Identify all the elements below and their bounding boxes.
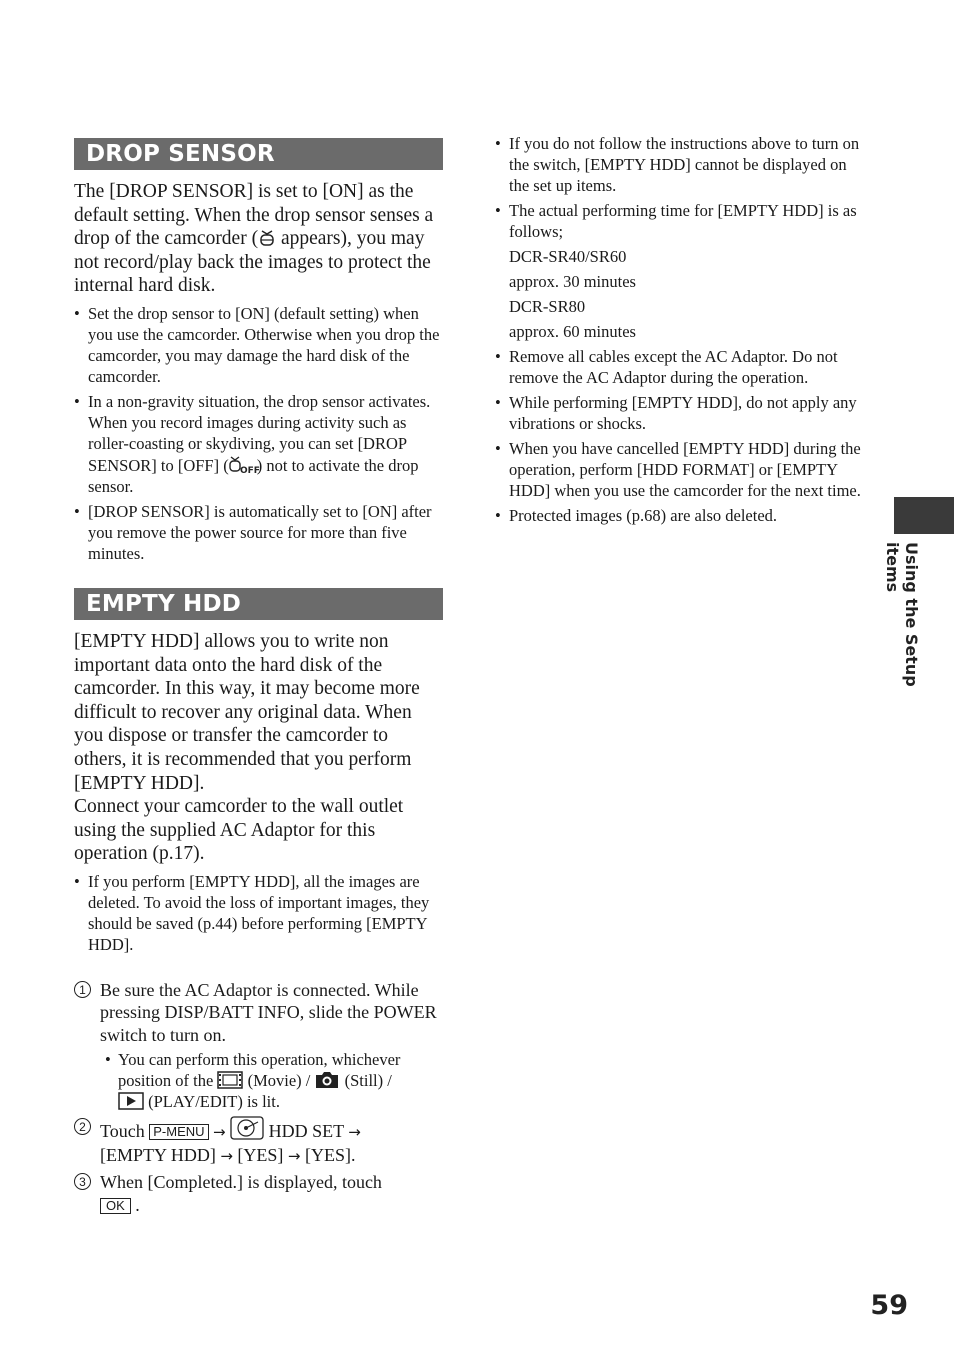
section-side-label: Using the Setup items [883,542,921,687]
hdd-set-icon[interactable] [230,1116,264,1140]
duration: approx. 60 minutes [509,322,636,341]
list-item: • While performing [EMPTY HDD], do not apply any vibrations or shocks. [495,392,865,434]
list-item: • If you do not follow the instructions above to turn on the switch, [EMPTY HDD] cannot be displayed on the set up items. [495,133,865,196]
list-item: • Protected images (p.68) are also deleted. [495,505,865,526]
empty-hdd-intro: [EMPTY HDD] allows you to write non important data onto the hard disk of the camcorder. In this way, it may become more difficult to recover any original data. When you dispose or transfer the camcorder to others, it is recommended that you perform [EMPTY HDD]. Connect your camcorder to the wall outlet using the supplied AC Adaptor for this operation (p.17). [74,630,420,865]
list-item: • If you perform [EMPTY HDD], all the images are deleted. To avoid the loss of important images, they should be saved (p.44) before performing [EMPTY HDD]. [74,871,443,955]
model-name: DCR-SR40/SR60 [509,247,627,266]
left-column [74,138,443,1220]
drop-sensor-notes [74,303,443,564]
step-1: 1 Be sure the AC Adaptor is connected. While pressing DISP/BATT INFO, slide the POWER switch to turn on. • You can perform this operation, whichever position of the (Movie) / (Still) / (PLAY/EDIT) is lit. [74,979,443,1113]
duration: approx. 30 minutes [509,272,636,291]
svg-text:OFF: OFF [239,465,260,476]
step-number: 1 [74,981,91,998]
play-edit-icon [118,1092,144,1110]
arrow: → [220,1146,233,1165]
ok-button[interactable]: OK [100,1198,131,1214]
list-item: • Set the drop sensor to [ON] (default setting) when you use the camcorder. Otherwise when you drop the camcorder, you may damage the hard disk of the camcorder. [74,303,443,387]
step-1-note: • You can perform this operation, whichever position of the (Movie) / (Still) / (PLAY/EDIT) is lit. [100,1049,443,1112]
page-number: 59 [870,1290,908,1321]
step-3: 3 When [Completed.] is displayed, touch OK . [74,1171,443,1216]
drop-sensor-off-icon [229,454,260,476]
list-item: • In a non-gravity situation, the drop sensor activates. When you record images during activity such as roller-coasting or skydiving, you can set [DROP SENSOR] to [OFF] ( OFF ) not to activate the drop sensor. [74,391,443,497]
step-number: 3 [74,1173,91,1190]
drop-sensor-icon [258,228,276,247]
empty-hdd-heading: EMPTY HDD [74,588,443,620]
list-item: • The actual performing time for [EMPTY HDD] is as follows; [495,200,865,242]
step-number: 2 [74,1118,91,1135]
drop-sensor-intro: The [DROP SENSOR] is set to [ON] as the default setting. When the drop sensor senses a drop of the camcorder ( appears), you may not record/play back the images to protect the internal hard disk. [74,181,434,297]
right-column [495,133,865,530]
list-item: • [DROP SENSOR] is automatically set to [ON] after you remove the power source for more than five minutes. [74,501,443,564]
arrow: → [287,1146,301,1165]
p-menu-button[interactable]: P-MENU [149,1124,208,1140]
still-camera-icon [314,1070,340,1089]
arrow: → [348,1123,361,1142]
model-name: DCR-SR80 [509,297,586,316]
section-tab [894,497,954,534]
list-item: • When you have cancelled [EMPTY HDD] during the operation, perform [HDD FORMAT] or [EMPTY HDD] when you use the camcorder for the next time. [495,438,865,501]
empty-hdd-more-notes [495,133,865,242]
drop-sensor-heading: DROP SENSOR [74,138,443,170]
list-item: • Remove all cables except the AC Adaptor. Do not remove the AC Adaptor during the operation. [495,346,865,388]
step-2: 2 Touch P-MENU → HDD SET → [EMPTY HDD] → [YES] → [YES]. [74,1116,443,1167]
movie-icon [217,1071,243,1089]
arrow: → [213,1123,226,1142]
operation-notes [495,346,865,526]
empty-hdd-notes [74,871,443,955]
